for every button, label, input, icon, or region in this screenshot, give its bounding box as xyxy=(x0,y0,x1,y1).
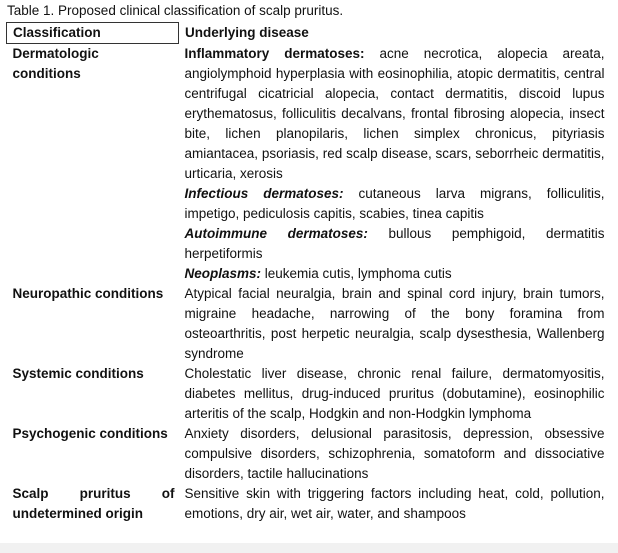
group-inflammatory xyxy=(185,44,605,184)
page-bottom-band xyxy=(0,543,618,553)
row-systemic xyxy=(7,364,605,424)
group-neoplasms-label: Neoplasms: xyxy=(184,265,262,281)
group-autoimmune xyxy=(185,224,605,264)
classification-undetermined xyxy=(7,484,179,524)
group-neoplasms-text: leukemia cutis, lymphoma cutis xyxy=(261,265,452,281)
classification-dermatologic-line1: Dermatologic xyxy=(12,46,99,61)
header-classification: Classification xyxy=(7,23,179,44)
classification-dermatologic xyxy=(7,44,179,284)
group-infectious-text: cutaneous larva migrans, folliculitis, impetigo, pediculosis capitis, scabies, tinea capitis xyxy=(184,185,605,221)
disease-psychogenic: Anxiety disorders, delusional parasitosis, depression, obsessive compulsive disorders, schizophrenia, somatoform and dissociative disorders, tactile hallucinations xyxy=(184,425,605,481)
classification-psychogenic: Psychogenic conditions xyxy=(12,425,168,441)
group-inflammatory-label: Inflammatory dermatoses: xyxy=(184,45,365,61)
row-psychogenic xyxy=(7,424,605,484)
row-undetermined xyxy=(7,484,605,524)
disease-neuropathic: Atypical facial neuralgia, brain and spinal cord injury, brain tumors, migraine headache, narrowing of the bony foramina from osteoarthritis, post herpetic neuralgia, scalp dysesthesia, Wallenberg syndrome xyxy=(184,285,605,361)
disease-systemic: Cholestatic liver disease, chronic renal failure, dermatomyositis, diabetes mellitus, drug-induced pruritus (dobutamine), eosinophilic arteritis of the scalp, Hodgkin and non-Hodgkin lymphoma xyxy=(184,365,605,421)
classification-systemic: Systemic conditions xyxy=(12,365,144,381)
group-inflammatory-text: acne necrotica, alopecia areata, angiolymphoid hyperplasia with eosinophilia, atopic dermatitis, central centrifugal cicatricial alopecia, contact dermatitis, discoid lupus erythematosus, folliculitis decalvans, frontal fibrosing alopecia, insect bite, lichen planopilaris, lichen simplex chronicus, pityriasis amiantacea, psoriasis, red scalp disease, scars, seborrheic dermatitis, urticaria, xerosis xyxy=(184,45,605,181)
classification-dermatologic-line2: conditions xyxy=(12,66,81,81)
group-neoplasms xyxy=(185,264,605,284)
row-dermatologic xyxy=(7,44,605,284)
classification-table xyxy=(6,22,605,524)
classification-undetermined-line2: undetermined origin xyxy=(12,505,144,521)
disease-dermatologic xyxy=(179,44,605,284)
table-header-row xyxy=(7,23,605,44)
group-autoimmune-label: Autoimmune dermatoses: xyxy=(184,225,368,241)
group-infectious-label: Infectious dermatoses: xyxy=(184,185,344,201)
row-neuropathic xyxy=(7,284,605,364)
group-infectious xyxy=(185,184,605,224)
disease-undetermined: Sensitive skin with triggering factors including heat, cold, pollution, emotions, dry air, wet air, water, and shampoos xyxy=(184,485,605,521)
table-caption: Table 1. Proposed clinical classification of scalp pruritus. xyxy=(7,3,344,18)
group-autoimmune-text: bullous pemphigoid, dermatitis herpetiformis xyxy=(184,225,605,261)
classification-neuropathic: Neuropathic conditions xyxy=(12,285,164,301)
header-underlying-disease: Underlying disease xyxy=(185,24,309,40)
classification-undetermined-line1: Scalp pruritus of xyxy=(12,485,175,501)
